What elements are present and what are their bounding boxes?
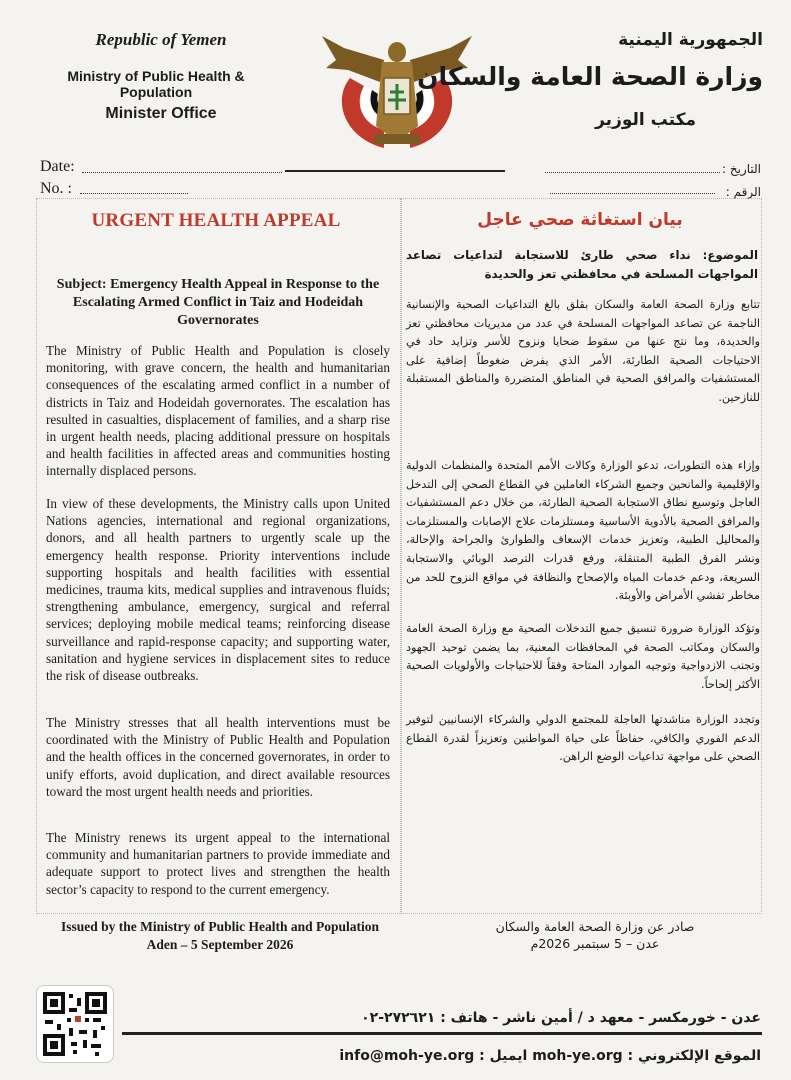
date-label: Date: — [40, 158, 75, 175]
country-name-en: Republic of Yemen — [95, 30, 227, 49]
ministry-name-ar: وزارة الصحة العامة والسكان — [417, 62, 763, 91]
ministry-name-en: Ministry of Public Health & Population — [67, 68, 245, 100]
date-field-line-ar — [545, 172, 720, 173]
number-field-line — [80, 193, 188, 194]
office-name-en: Minister Office — [105, 105, 217, 122]
appeal-title-en: URGENT HEALTH APPEAL — [91, 210, 341, 231]
issued-by-en — [40, 918, 400, 954]
header-divider — [285, 170, 505, 172]
country-name-ar: الجمهورية اليمنية — [618, 30, 763, 50]
paragraph-en-1: The Ministry of Public Health and Population is closely monitoring, with grave concern, the health and humanitarian consequences of the escalating armed conflict in a number of districts in Taiz and Hodeidah governorates. The escalation has resulted in casualties, displacement of families, and a sharp rise in urgent health needs, placing additional pressure on hospitals and health facilities in affected areas and communities hosting internally displaced persons. — [46, 343, 390, 479]
issued-place-date-en: Aden – 5 September 2026 — [146, 937, 294, 952]
paragraph-en-3: The Ministry stresses that all health interventions must be coordinated with the Ministry of Public Health and Population and the health offices in the concerned governorates, in order to unify efforts, avoid duplication, and direct available resources toward the most urgent health needs and priorities. — [46, 715, 390, 799]
paragraph-ar-2: وإزاء هذه التطورات، تدعو الوزارة وكالات الأمم المتحدة والمنظمات الدولية والإقليمية والمانحين وجميع الشركاء العاملين في القطاع الصحي إلى التدخل العاجل وتوسيع نطاق الاستجابة الصحية الطارئة، من خلال دعم المستشفيات والمرافق الصحية بالأدوية الأساسية ومستلزمات علاج الإصابات والمستلزمات والمحاليل الطبية، وتعزيز خدمات الإسعاف والطوارئ والجراحة والإحالة، ونشر الفرق الطبية المتنقلة، ورفع قدرات الترصد الوبائي والاستجابة السريعة، ودعم خدمات المياه والإصحاح والنظافة في مواقع النزوح للحد من مخاطر تفشي الأمراض والأوبئة. — [406, 459, 760, 603]
number-label-ar: الرقم : — [725, 185, 761, 199]
date-label-ar: التاريخ : — [721, 162, 761, 176]
qr-code-icon — [36, 985, 114, 1063]
footer-address: عدن - خورمكسر - معهد د / أمين ناشر - هاتف : ٢٧٢٦٢١-٠٢ — [361, 1010, 761, 1026]
subject-ar: الموضوع: نداء صحي طارئ للاستجابة لتداعيات تصاعد المواجهات المسلحة في محافظتي تعز والحديدة — [406, 248, 758, 281]
paragraph-ar-4: وتجدد الوزارة مناشدتها العاجلة للمجتمع الدولي والشركاء الإنسانيين لتوفير الدعم الفوري والكافي، حفاظاً على حياة المواطنين وتعزيزاً لقدرة القطاع الصحي على مواجهة تداعيات الوضع الراهن. — [406, 713, 760, 764]
office-name-ar: مكتب الوزير — [595, 110, 696, 130]
number-field-line-ar — [550, 193, 715, 194]
subject-en: Subject: Emergency Health Appeal in Response to the Escalating Armed Conflict in Taiz and Hodeidah Governorates — [56, 277, 380, 328]
yemen-emblem-icon — [322, 30, 472, 152]
paragraph-ar-1: تتابع وزارة الصحة العامة والسكان بقلق بالغ التداعيات الصحية والإنسانية الناجمة عن تصاعد المواجهات المسلحة في عدد من مديريات محافظتي تعز والحديدة، وما نتج عنها من سقوط ضحايا ونزوح للأسر وتزايد حاد في الاحتياجات الصحية الطارئة، الأمر الذي يفرض ضغوطاً إضافية على المستشفيات والمرافق الصحية في المناطق المتضررة والمناطق المستقبلة للنازحين. — [406, 298, 760, 404]
footer-divider — [122, 1032, 762, 1035]
appeal-title-ar: بيان استغاثة صحي عاجل — [477, 210, 683, 230]
date-field-line — [82, 172, 282, 173]
issued-place-date-ar: عدن – 5 سبتمبر 2026م — [530, 936, 660, 951]
number-label: No. : — [40, 180, 72, 197]
issued-by-line-en: Issued by the Ministry of Public Health and Population — [60, 919, 380, 934]
paragraph-en-4: The Ministry renews its urgent appeal to the international community and humanitarian partners to provide immediate and adequate support to protect lives and strengthen the health sector’s capacity to respond to the current emergency. — [46, 830, 390, 897]
paragraph-en-2: In view of these developments, the Ministry calls upon United Nations agencies, international and regional organizations, donors, and all health partners to urgently scale up the emergency health response. Priority interventions include supporting hospitals and health facilities with essential medicines, trauma kits, medical supplies and intravenous fluids; strengthening ambulance, emergency, surgical and referral services; deploying mobile medical teams; reinforcing disease surveillance and rapid-response capacity; and supporting water, sanitation and hygiene services in displacement sites to reduce the risk of disease outbreaks. — [46, 496, 390, 684]
paragraph-ar-3: وتؤكد الوزارة ضرورة تنسيق جميع التدخلات الصحية مع وزارة الصحة العامة والسكان ومكاتب الصحة في المحافظات المعنية، بما يضمن توحيد الجهود وتجنب الازدواجية وتوجيه الموارد المتاحة وفقاً للاحتياجات والأولويات الصحية الأكثر إلحاحاً. — [406, 622, 760, 691]
footer-contact: الموقع الإلكتروني : moh-ye.org ايميل : info@moh-ye.org — [339, 1048, 761, 1064]
issued-by-ar — [430, 918, 760, 952]
issued-by-line-ar: صادر عن وزارة الصحة العامة والسكان — [495, 919, 695, 934]
